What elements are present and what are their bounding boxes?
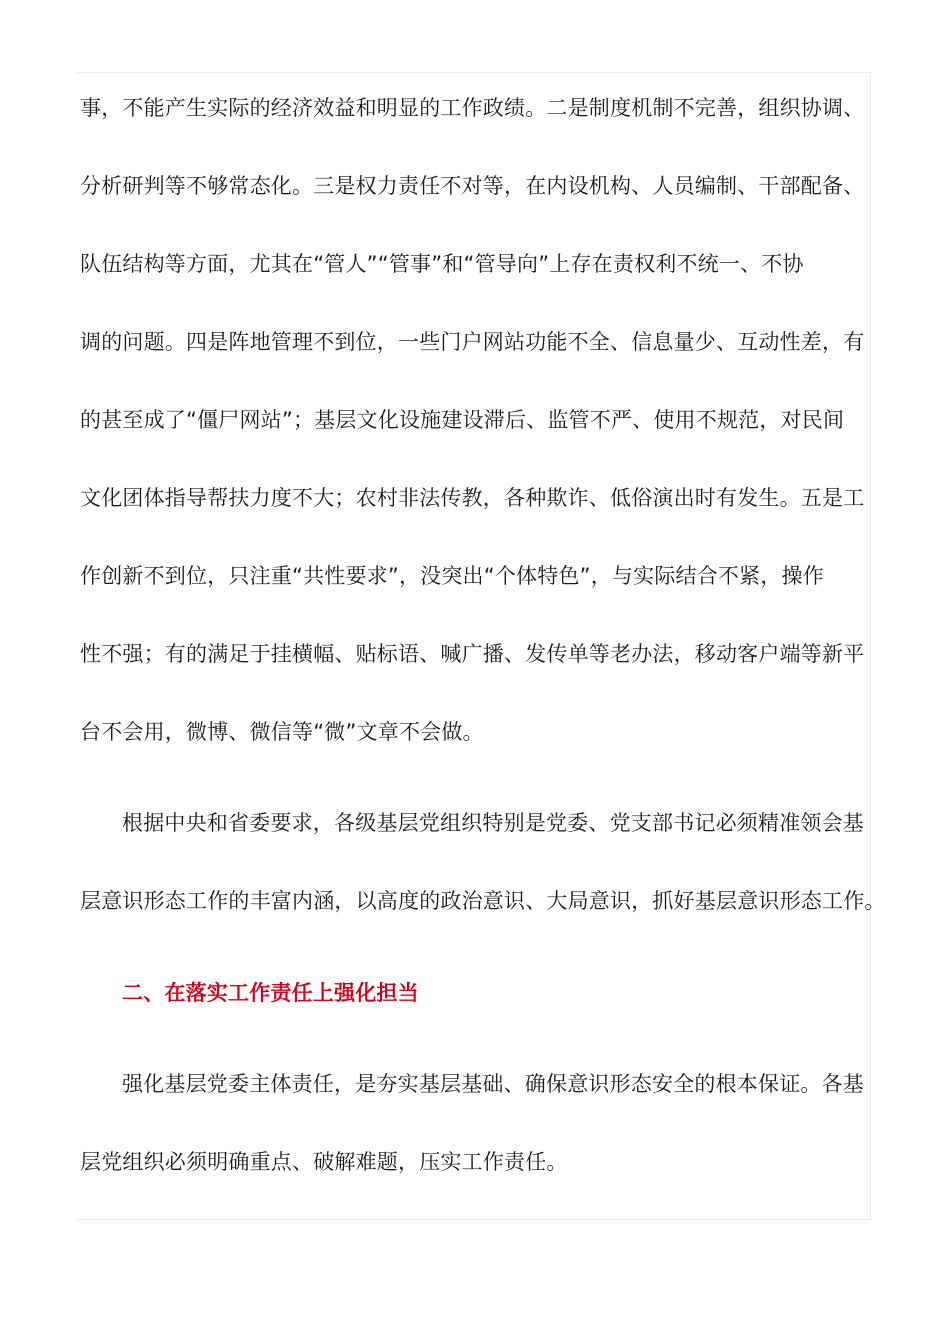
text-line: 文化团体指导帮扶力度不大；农村非法传教，各种欺诈、低俗演出时有发生。五是工 [80, 486, 865, 510]
text-line: 作创新不到位，只注重“共性要求”，没突出“个体特色”，与实际结合不紧，操作 [80, 564, 824, 588]
text-line: 事，不能产生实际的经济效益和明显的工作政绩。二是制度机制不完善，组织协调、 [80, 96, 865, 120]
text-line: 的甚至成了“僵尸网站”；基层文化设施建设滞后、监管不严、使用不规范，对民间 [80, 408, 845, 432]
text-line: 调的问题。四是阵地管理不到位，一些门户网站功能不全、信息量少、互动性差，有 [80, 330, 865, 354]
text-line: 根据中央和省委要求，各级基层党组织特别是党委、党支部书记必须精准领会基 [122, 811, 864, 835]
text-line: 性不强；有的满足于挂横幅、贴标语、喊广播、发传单等老办法，移动客户端等新平 [80, 642, 865, 666]
text-line: 强化基层党委主体责任，是夯实基层基础、确保意识形态安全的根本保证。各基 [122, 1072, 864, 1096]
text-line: 层意识形态工作的丰富内涵，以高度的政治意识、大局意识，抓好基层意识形态工作。 [80, 889, 886, 913]
text-line: 分析研判等不够常态化。三是权力责任不对等，在内设机构、人员编制、干部配备、 [80, 174, 865, 198]
section-heading: 二、在落实工作责任上强化担当 [122, 981, 419, 1005]
text-line: 台不会用，微博、微信等“微”文章不会做。 [80, 720, 484, 744]
text-line: 层党组织必须明确重点、破解难题，压实工作责任。 [80, 1150, 568, 1174]
text-line: 队伍结构等方面，尤其在“管人”“管事”和“管导向”上存在责权利不统一、不协 [80, 252, 804, 276]
